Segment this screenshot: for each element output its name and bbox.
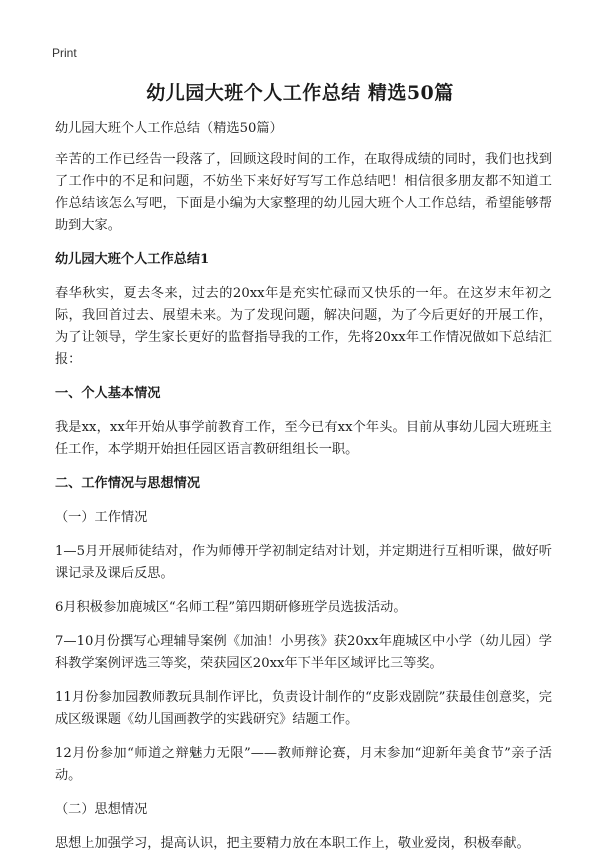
- document-body: [55, 118, 552, 867]
- print-link[interactable]: Print: [52, 46, 77, 60]
- subheading-thought-status: （二）思想情况: [55, 802, 148, 817]
- document-subtitle: 幼儿园大班个人工作总结（精选50篇）: [55, 121, 283, 136]
- page-title: 幼儿园大班个人工作总结 精选50篇: [146, 82, 454, 104]
- section-heading-work-thought: 二、工作情况与思想情况: [55, 476, 201, 491]
- section-heading-basic-info: 一、个人基本情况: [55, 386, 161, 401]
- work-item: 11月份参加园教师教玩具制作评比，负责设计制作的“皮影戏剧院”获最佳创意奖，完成区级课题《幼儿国画教学的实践研究》结题工作。: [55, 690, 552, 727]
- work-item: 6月积极参加鹿城区“名师工程”第四期研修班学员选拔活动。: [55, 600, 407, 615]
- thought-paragraph: 思想上加强学习，提高认识，把主要精力放在本职工作上，敬业爱岗，积极奉献。: [55, 836, 530, 851]
- section-heading-summary-1: 幼儿园大班个人工作总结1: [55, 252, 210, 267]
- subheading-work-status: （一）工作情况: [55, 510, 148, 525]
- work-item: 12月份参加“师道之辩魅力无限”——教师辩论赛，月末参加“迎新年美食节”亲子活动。: [55, 746, 552, 783]
- basic-info-paragraph: 我是xx，xx年开始从事学前教育工作，至今已有xx个年头。目前从事幼儿园大班班主任工作，本学期开始担任园区语言教研组组长一职。: [55, 420, 552, 457]
- summary-1-paragraph: 春华秋实，夏去冬来，过去的20xx年是充实忙碌而又快乐的一年。在这岁末年初之际，我回首过去、展望未来。为了发现问题，解决问题，为了今后更好的开展工作，为了让领导，学生家长更好的监督指导我的工作，先将20xx年工作情况做如下总结汇报：: [55, 286, 552, 367]
- intro-paragraph: 辛苦的工作已经告一段落了，回顾这段时间的工作，在取得成绩的同时，我们也找到了工作中的不足和问题，不妨坐下来好好写写工作总结吧！相信很多朋友都不知道工作总结该怎么写吧，下面是小编为大家整理的幼儿园大班个人工作总结，希望能够帮助到大家。: [55, 152, 552, 233]
- work-item: 7—10月份撰写心理辅导案例《加油！小男孩》获20xx年鹿城区中小学（幼儿园）学科教学案例评选三等奖，荣获园区20xx年下半年区域评比三等奖。: [55, 634, 552, 671]
- work-item: 1—5月开展师徒结对，作为师傅开学初制定结对计划，并定期进行互相听课，做好听课记录及课后反思。: [55, 544, 552, 581]
